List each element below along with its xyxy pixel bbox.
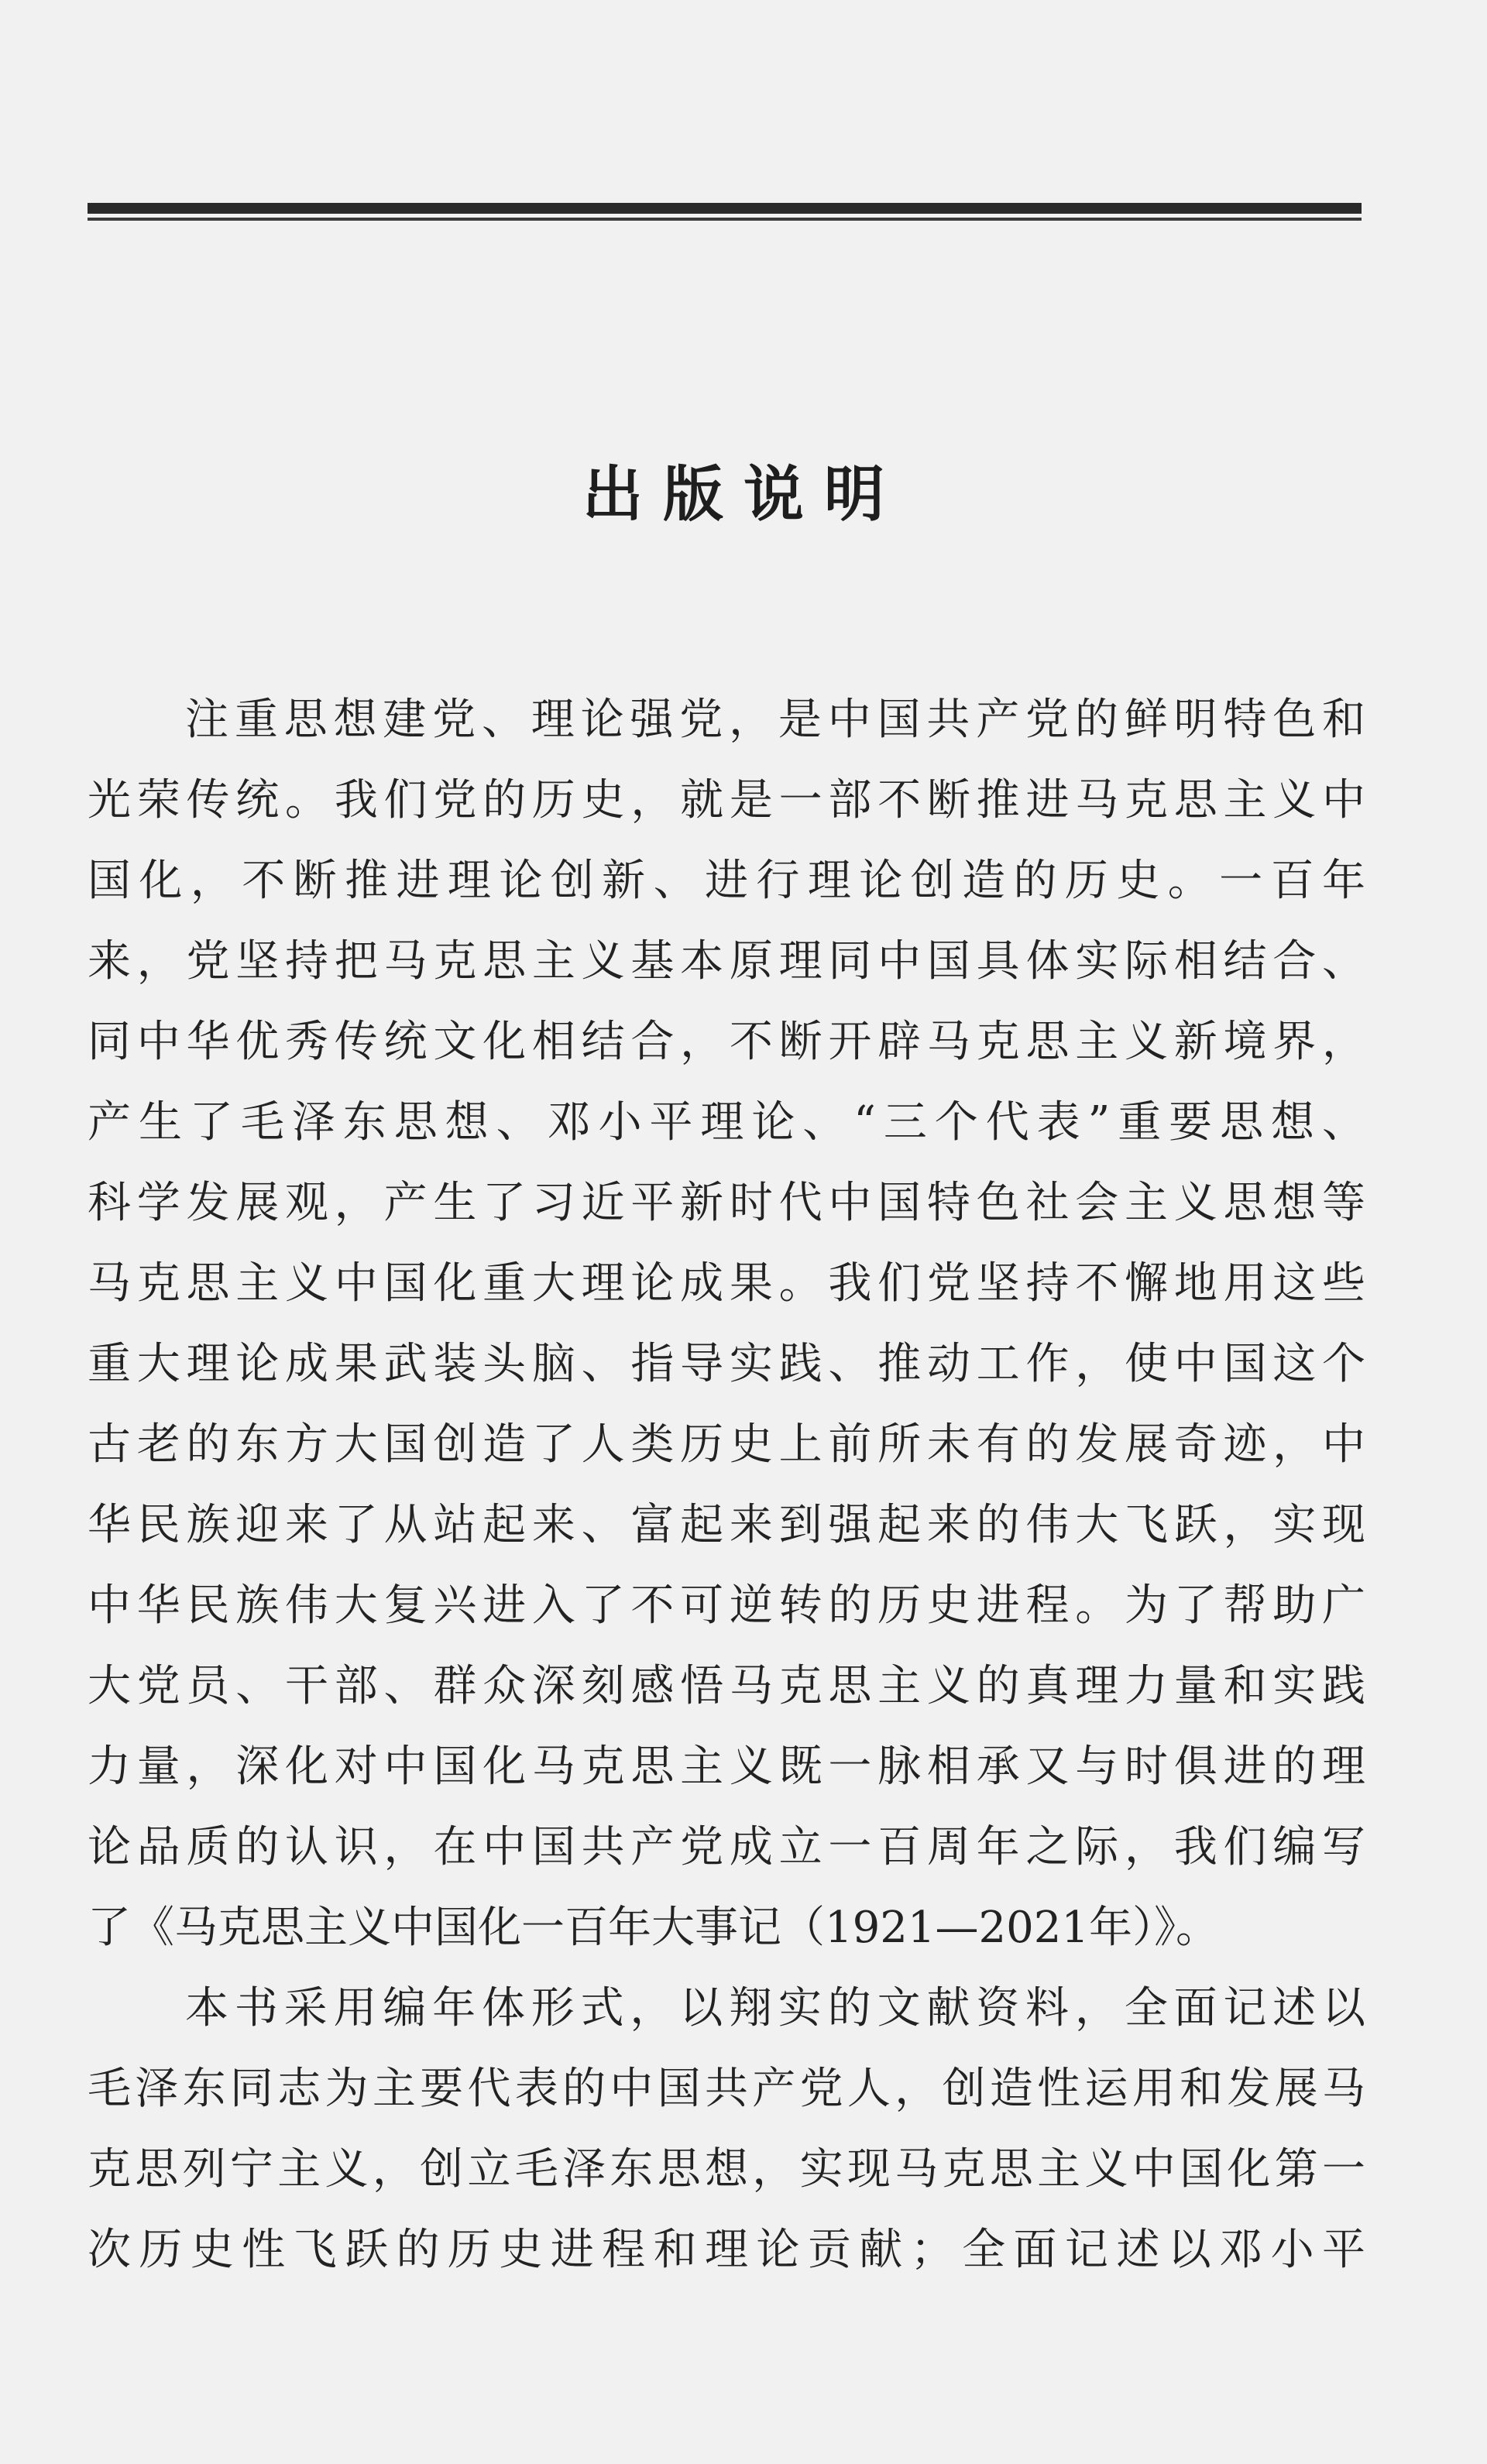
paragraph-1-line: 光荣传统。我们党的历史，就是一部不断推进马克思主义中 (88, 775, 1365, 825)
paragraph-1-line: 国化，不断推进理论创新、进行理论创造的历史。一百年 (88, 856, 1365, 906)
paragraph-1-last-line: 了《马克思主义中国化一百年大事记（1921—2021年）》。 (88, 1903, 1220, 1953)
paragraph-2-line: 毛泽东同志为主要代表的中国共产党人，创造性运用和发展马 (88, 2064, 1365, 2114)
paragraph-1-line: 同中华优秀传统文化相结合，不断开辟马克思主义新境界， (88, 1017, 1365, 1067)
body-text (88, 680, 1365, 2291)
paragraph-1-line: 大党员、干部、群众深刻感悟马克思主义的真理力量和实践 (88, 1661, 1365, 1711)
paragraph-2-line: 本书采用编年体形式，以翔实的文献资料，全面记述以 (185, 1983, 1365, 2033)
paragraph-1-line: 科学发展观，产生了习近平新时代中国特色社会主义思想等 (88, 1178, 1365, 1228)
paragraph-1-line: 论品质的认识，在中国共产党成立一百周年之际，我们编写 (88, 1822, 1365, 1872)
paragraph-1-line: 力量，深化对中国化马克思主义既一脉相承又与时俱进的理 (88, 1742, 1365, 1792)
paragraph-1-line: 产生了毛泽东思想、邓小平理论、“三个代表”重要思想、 (88, 1097, 1365, 1148)
header-rule-thin (88, 218, 1362, 221)
paragraph-1-line: 注重思想建党、理论强党，是中国共产党的鲜明特色和 (185, 695, 1365, 745)
paragraph-1-line: 来，党坚持把马克思主义基本原理同中国具体实际相结合、 (88, 936, 1365, 987)
header-rule (88, 203, 1362, 223)
paragraph-2-line: 次历史性飞跃的历史进程和理论贡献；全面记述以邓小平 (88, 2225, 1365, 2275)
paragraph-1-line: 中华民族伟大复兴进入了不可逆转的历史进程。为了帮助广 (88, 1580, 1365, 1631)
header-rule-thick (88, 203, 1362, 214)
paragraph-1-line: 古老的东方大国创造了人类历史上前所未有的发展奇迹，中 (88, 1419, 1365, 1470)
paragraph-1-line: 华民族迎来了从站起来、富起来到强起来的伟大飞跃，实现 (88, 1500, 1365, 1550)
paragraph-1-line: 重大理论成果武装头脑、指导实践、推动工作，使中国这个 (88, 1339, 1365, 1389)
paragraph-1-line: 马克思主义中国化重大理论成果。我们党坚持不懈地用这些 (88, 1258, 1365, 1309)
page-title: 出版说明 (582, 460, 905, 530)
paragraph-2-line: 克思列宁主义，创立毛泽东思想，实现马克思主义中国化第一 (88, 2144, 1365, 2195)
